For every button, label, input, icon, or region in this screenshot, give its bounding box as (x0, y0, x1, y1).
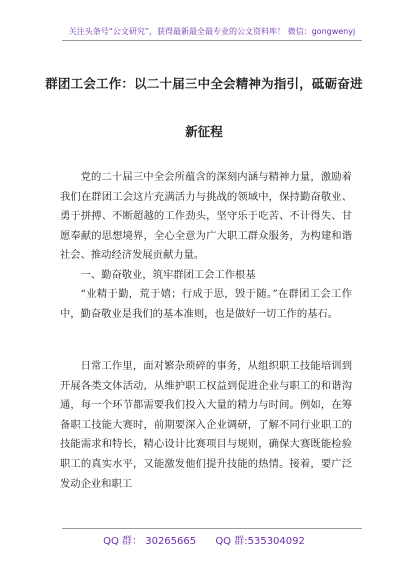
paragraph-quote: “业精于勤，荒于嬉；行成于思，毁于随。”在群团工会工作中，勤奋敬业是我们的基本准则，也是做好一切工作的基石。 (60, 288, 352, 320)
document-title-continued: 新征程 (185, 124, 223, 139)
paragraph-daily-work: 日常工作里，面对繁杂琐碎的事务，从组织职工技能培训到开展各类文体活动，从维护职工权益到促进企业与职工的和谐沟通，每一个环节都需要我们投入大量的精力与时间。例如，在筹备职工技能大赛时，前期要深入企业调研，了解不同行业职工的技能需求和特长，精心设计比赛项目与规则，确保大赛既能检验职工的真实水平，又能激发他们提升技能的热情。接着，要广泛发动企业和职工 (60, 360, 352, 490)
paragraph-intro: 党的二十届三中全会所蕴含的深刻内涵与精神力量，激励着我们在群团工会这片充满活力与挑战的领域中，保持勤奋敬业、勇于拼搏、不断超越的工作劲头，坚守乐于吃苦、不计得失、甘愿奉献的思想境界，全心全意为广大职工群众服务，为构建和谐社会、推动经济发展贡献力量。 (60, 171, 352, 262)
footer-qq-group-1: QQ 群： 30265665 (103, 536, 197, 547)
section-heading: 一、勤奋敬业，筑牢群团工会工作根基 (80, 269, 256, 281)
footer-banner (0, 532, 408, 547)
header-banner: 关注头条号“公文研究”，获得最新最全最专业的公文资料库！ 微信：gongwenyj (62, 26, 362, 41)
footer-qq-group-2: QQ 群:535304092 (215, 536, 305, 547)
footer-divider (62, 528, 362, 529)
document-title: 群团工会工作：以二十届三中全会精神为指引，砥砺奋进 (45, 76, 363, 91)
